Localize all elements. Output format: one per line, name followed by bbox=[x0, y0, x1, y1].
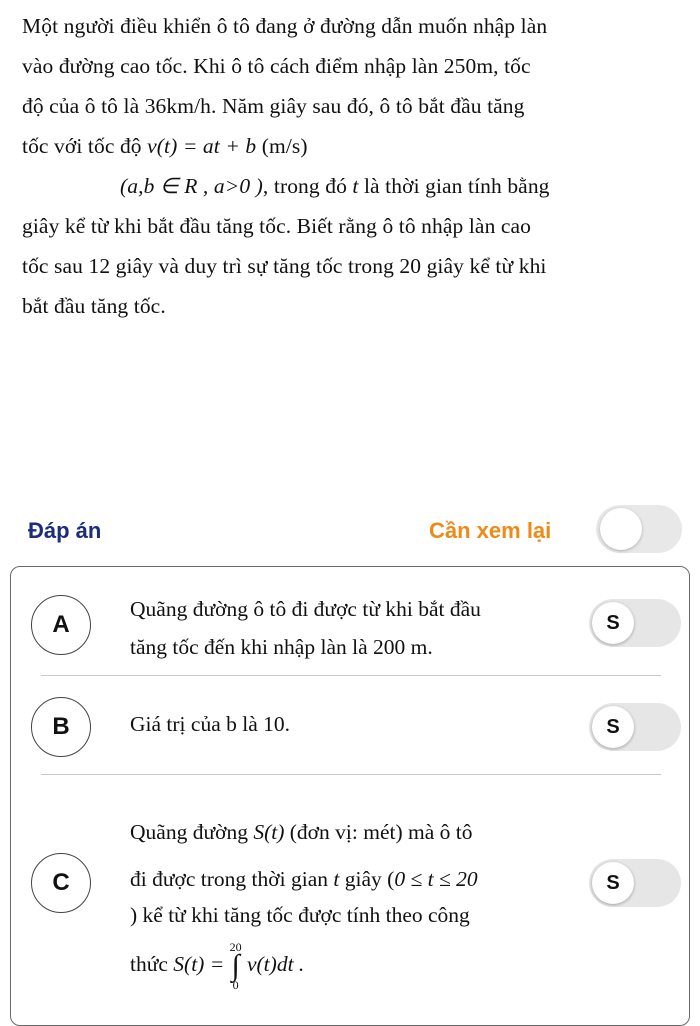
problem-text: là thời gian tính bằng bbox=[363, 174, 550, 198]
true-false-toggle[interactable] bbox=[589, 599, 681, 647]
problem-line: vào đường cao tốc. Khi ô tô cách điểm nhập làn 250m, tốc bbox=[22, 54, 531, 78]
option-text-part: Quãng đường bbox=[130, 820, 248, 844]
problem-line: Một người điều khiển ô tô đang ở đường dẫn muốn nhập làn bbox=[22, 14, 548, 38]
toggle-knob-label: S bbox=[592, 862, 634, 904]
problem-text: tốc với tốc độ bbox=[22, 134, 142, 158]
toggle-knob-label: S bbox=[592, 602, 634, 644]
option-text bbox=[130, 705, 590, 743]
answer-box bbox=[10, 566, 690, 1026]
option-line bbox=[130, 809, 600, 855]
option-letter: B bbox=[31, 697, 91, 757]
divider bbox=[41, 675, 661, 676]
divider bbox=[41, 774, 661, 775]
review-toggle[interactable] bbox=[596, 505, 682, 553]
integral-symbol: ∫ bbox=[231, 949, 240, 983]
problem-line bbox=[22, 166, 682, 206]
answer-title: Đáp án bbox=[28, 518, 102, 543]
option-line: Giá trị của b là 10. bbox=[130, 712, 291, 736]
true-false-toggle[interactable] bbox=[589, 703, 681, 751]
condition-formula: (a,b ∈ R , a>0 ) bbox=[120, 174, 263, 198]
option-text-part: thức bbox=[130, 952, 168, 976]
review-label: Cần xem lại bbox=[429, 518, 552, 543]
option-text-part: giây ( bbox=[344, 867, 395, 891]
velocity-unit: (m/s) bbox=[261, 134, 308, 158]
option-line: ) kể từ khi tăng tốc được tính theo công bbox=[130, 903, 470, 927]
integral-lower: 0 bbox=[232, 978, 239, 993]
true-false-toggle[interactable] bbox=[589, 859, 681, 907]
option-text bbox=[130, 590, 590, 666]
t-variable: t bbox=[333, 867, 340, 891]
problem-statement bbox=[22, 6, 682, 326]
problem-text: , trong đó bbox=[262, 174, 347, 198]
problem-line: tốc sau 12 giây và duy trì sự tăng tốc trong 20 giây kể từ khi bbox=[22, 254, 547, 278]
answer-header bbox=[0, 500, 700, 560]
problem-line: độ của ô tô là 36km/h. Năm giây sau đó, ô tô bắt đầu tăng bbox=[22, 94, 525, 118]
formula-lhs: S(t) = bbox=[173, 952, 225, 976]
problem-line: giây kể từ khi bắt đầu tăng tốc. Biết rằng ô tô nhập làn cao bbox=[22, 214, 532, 238]
toggle-knob bbox=[600, 508, 642, 550]
toggle-knob-label: S bbox=[592, 706, 634, 748]
option-line bbox=[130, 941, 600, 991]
problem-line: bắt đầu tăng tốc. bbox=[22, 294, 166, 318]
option-line bbox=[130, 861, 600, 897]
option-text bbox=[130, 809, 600, 991]
problem-line bbox=[22, 126, 682, 166]
s-of-t: S(t) bbox=[253, 820, 285, 844]
option-line: Quãng đường ô tô đi được từ khi bắt đầu bbox=[130, 597, 481, 621]
integral-sign bbox=[230, 941, 242, 991]
option-text-part: (đơn vị: mét) mà ô tô bbox=[289, 820, 473, 844]
option-letter: A bbox=[31, 595, 91, 655]
option-text-part: đi được trong thời gian bbox=[130, 867, 329, 891]
integrand: v(t)dt . bbox=[246, 952, 305, 976]
range-formula: 0 ≤ t ≤ 20 bbox=[394, 867, 478, 891]
option-line: tăng tốc đến khi nhập làn là 200 m. bbox=[130, 635, 433, 659]
option-letter: C bbox=[31, 853, 91, 913]
velocity-formula: v(t) = at + b bbox=[147, 134, 257, 158]
integral-upper: 20 bbox=[229, 940, 242, 955]
t-variable: t bbox=[352, 174, 359, 198]
